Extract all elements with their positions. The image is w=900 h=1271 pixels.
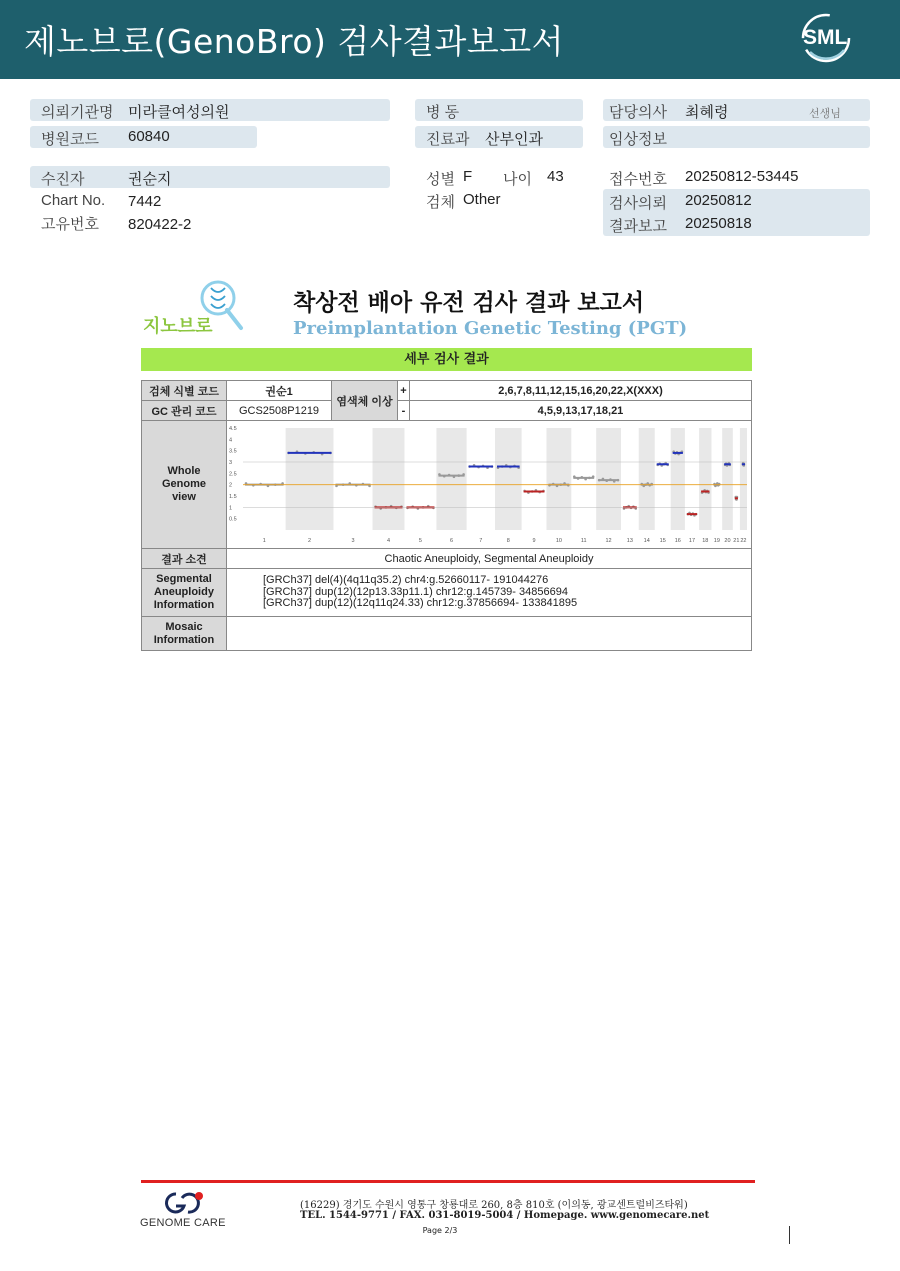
segmental-line: [GRCh37] dup(12)(12p13.33p11.1) chr12:g.145739- 34856694 <box>263 585 568 598</box>
x-tick-label: 12 <box>605 537 612 544</box>
department-label: 진료과 <box>426 131 470 148</box>
x-tick-label: 1 <box>262 537 266 544</box>
x-tick-label: 19 <box>713 537 720 544</box>
receipt-value: 20250812-53445 <box>685 168 799 185</box>
sample-code-label: 검체 식별 코드 <box>142 381 227 401</box>
report-label: 결과보고 <box>609 218 667 235</box>
doctor-label: 담당의사 <box>609 104 667 121</box>
minus-sign: - <box>398 401 410 421</box>
chart-label: Chart No. <box>41 192 106 209</box>
x-tick-label: 8 <box>506 537 510 544</box>
header-bar <box>0 0 900 79</box>
specimen-value: Other <box>463 191 501 208</box>
genome-care-name: GENOME CARE <box>140 1217 226 1229</box>
segmental-label: Segmental Aneuploidy Information <box>142 569 227 617</box>
sex-value: F <box>463 168 473 185</box>
y-tick-label: 4.5 <box>229 425 237 432</box>
y-tick-label: 3.5 <box>229 448 237 455</box>
footer-address: (16229) 경기도 수원시 영통구 창룡대로 260, 8층 810호 (이의동, 광교센트럴비즈타워) <box>300 1200 688 1211</box>
specimen-label: 검체 <box>426 194 455 211</box>
request-value: 20250812 <box>685 192 752 209</box>
unique-label: 고유번호 <box>41 216 99 233</box>
chromosome-band <box>699 428 711 530</box>
result-value: Chaotic Aneuploidy, Segmental Aneuploidy <box>227 549 752 569</box>
x-tick-label: 10 <box>555 537 562 544</box>
x-tick-label: 3 <box>351 537 355 544</box>
genome-view-chart <box>227 422 751 548</box>
chromosome-band <box>596 428 621 530</box>
y-tick-label: 2.5 <box>229 470 237 477</box>
examinee-value: 권순지 <box>128 171 172 188</box>
page-title: 제노브로(GenoBro) 검사결과보고서 <box>24 22 565 61</box>
x-tick-label: 18 <box>702 537 709 544</box>
chromosome-band <box>373 428 405 530</box>
genome-care-logo-icon <box>160 1190 210 1216</box>
chromosome-band <box>436 428 466 530</box>
result-table <box>141 380 752 651</box>
request-label: 검사의뢰 <box>609 195 667 212</box>
x-tick-label: 9 <box>532 537 536 544</box>
sex-label: 성별 <box>426 171 455 188</box>
report-subtitle: Preimplantation Genetic Testing (PGT) <box>293 318 688 339</box>
y-tick-label: 2 <box>229 482 233 489</box>
x-tick-label: 7 <box>479 537 483 544</box>
text-cursor <box>789 1226 790 1244</box>
hospital-code-value: 60840 <box>128 128 170 145</box>
y-tick-label: 4 <box>229 436 233 443</box>
genobro-logo-text: 지노브로 <box>143 316 213 337</box>
report-value: 20250818 <box>685 215 752 232</box>
ward-label: 병 동 <box>426 104 460 121</box>
genobro-logo-icon <box>143 276 253 338</box>
institution-value: 미라클여성의원 <box>128 104 230 121</box>
x-tick-label: 4 <box>386 537 391 544</box>
segmental-line: [GRCh37] dup(12)(12q11q24.33) chr12:g.37856694- 133841895 <box>263 597 578 610</box>
chromosome-band <box>639 428 655 530</box>
receipt-label: 접수번호 <box>609 171 667 188</box>
x-tick-label: 21 <box>733 537 740 544</box>
loss-value: 4,5,9,13,17,18,21 <box>410 401 752 421</box>
x-tick-label: 6 <box>449 537 454 544</box>
result-label: 결과 소견 <box>142 549 227 569</box>
x-tick-label: 22 <box>740 537 747 544</box>
footer-contact: TEL. 1544-9771 / FAX. 031-8019-5004 / Homepage. www.genomecare.net <box>300 1210 710 1221</box>
section-header: 세부 검사 결과 <box>141 348 752 371</box>
gc-code-value: GCS2508P1219 <box>227 401 332 421</box>
clinical-label: 임상정보 <box>609 131 667 148</box>
chromosome-band <box>546 428 571 530</box>
chart-value: 7442 <box>128 193 162 210</box>
x-tick-label: 11 <box>580 537 587 544</box>
x-tick-label: 16 <box>674 537 681 544</box>
y-tick-label: 3 <box>229 459 233 466</box>
chromosome-band <box>671 428 685 530</box>
page-number: Page 2/3 <box>422 1226 458 1235</box>
plus-sign: + <box>398 381 410 401</box>
chromosome-band <box>495 428 522 530</box>
institution-label: 의뢰기관명 <box>41 104 114 121</box>
x-tick-label: 13 <box>626 537 633 544</box>
x-tick-label: 5 <box>418 537 422 544</box>
gain-value: 2,6,7,8,11,12,15,16,20,22,X(XXX) <box>410 381 752 401</box>
y-tick-label: 1.5 <box>229 493 237 500</box>
chrom-abnormal-label: 염색체 이상 <box>332 381 398 421</box>
x-tick-label: 15 <box>659 537 666 544</box>
department-value: 산부인과 <box>485 131 543 148</box>
segmental-info <box>227 569 752 617</box>
x-tick-label: 17 <box>688 537 696 544</box>
segmental-line: [GRCh37] del(4)(4q11q35.2) chr4:g.52660117- 191044276 <box>263 574 549 587</box>
chromosome-band <box>722 428 733 530</box>
x-tick-label: 14 <box>643 537 650 544</box>
unique-value: 820422-2 <box>128 216 192 233</box>
age-value: 43 <box>547 168 564 185</box>
report-title: 착상전 배아 유전 검사 결과 보고서 <box>293 290 645 316</box>
sml-logo-text: SML <box>803 26 848 49</box>
whole-genome-label: Whole Genome view <box>142 421 227 549</box>
hospital-code-label: 병원코드 <box>41 131 99 148</box>
y-tick-label: 0.5 <box>229 516 237 523</box>
genome-chart-cell <box>227 421 752 549</box>
gc-code-label: GC 관리 코드 <box>142 401 227 421</box>
footer-divider <box>141 1180 755 1183</box>
doctor-value: 최혜령 <box>685 104 729 121</box>
doctor-suffix: 선생님 <box>809 108 841 120</box>
y-tick-label: 1 <box>229 504 233 511</box>
chromosome-band <box>740 428 747 530</box>
age-label: 나이 <box>503 171 532 188</box>
chromosome-band <box>286 428 334 530</box>
mosaic-label: Mosaic Information <box>142 617 227 651</box>
sample-code-value: 권순1 <box>227 381 332 401</box>
mosaic-value <box>227 617 752 651</box>
x-tick-label: 2 <box>308 537 312 544</box>
examinee-label: 수진자 <box>41 171 85 188</box>
x-tick-label: 20 <box>724 537 731 544</box>
